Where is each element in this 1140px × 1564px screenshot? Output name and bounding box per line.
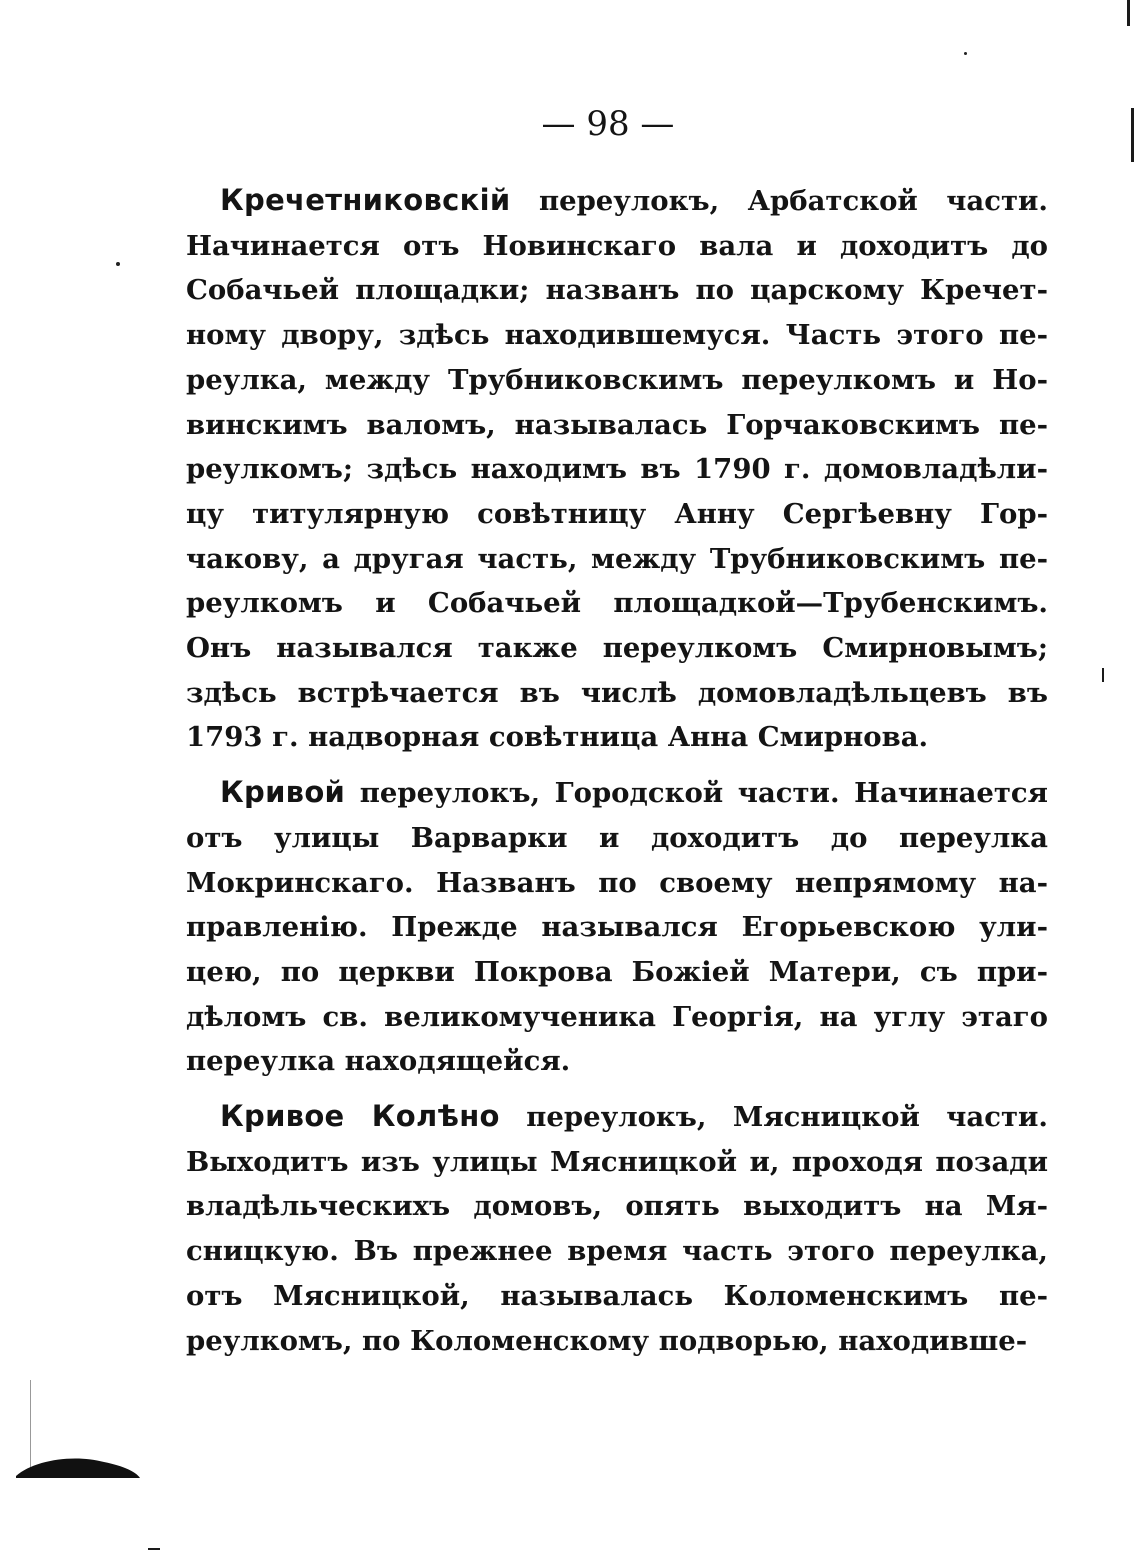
entry-text: переулокъ, Мясницкой части. Выходитъ изъ улицы Мясницкой и, проходя позади владѣльческихъ домовъ, опять выходитъ на Мясницкую. Въ прежнее время часть этого переулка, отъ Мясницкой, называлась Коломенскимъ переулкомъ, по Коломенскому подворью, находивше- xyxy=(186,1101,1049,1357)
entry-headword: Кречетниковскій xyxy=(220,183,511,217)
scan-speck xyxy=(964,52,967,55)
page-number: — 98 — xyxy=(541,104,675,144)
entry-krivoe-koleno xyxy=(186,1094,1048,1363)
scan-speck xyxy=(116,262,120,266)
text-column xyxy=(186,178,1048,1373)
scan-margin-mark xyxy=(1131,108,1134,162)
entry-headword: Кривое Колѣно xyxy=(220,1099,500,1134)
entry-krivoy xyxy=(186,770,1048,1084)
scan-margin-mark xyxy=(1127,0,1130,26)
scan-margin-mark xyxy=(148,1548,160,1550)
entry-text: переулокъ, Городской части. Начинается отъ улицы Варварки и доходитъ до переулка Мокринскаго. Названъ по своему непрямому направленію. Прежде назывался Егорьевскою улицею, по церкви Покрова Божіей Матери, съ придѣломъ св. великомученика Георгія, на углу этаго переулка находящейся. xyxy=(186,777,1048,1078)
scan-margin-mark xyxy=(1102,668,1104,682)
scan-ink-blot xyxy=(14,1452,142,1480)
entry-headword: Кривой xyxy=(220,775,346,810)
entry-text: переулокъ, Арбатской части. Начинается отъ Новинскаго вала и доходитъ до Собачьей площадки; названъ по царскому Кречетному двору, здѣсь находившемуся. Часть этого переулка, между Трубниковскимъ переулкомъ и Новинскимъ валомъ, называлась Горчаковскимъ переулкомъ; здѣсь находимъ въ 1790 г. домовладѣлицу титулярную совѣтницу Анну Сергѣевну Горчакову, а другая часть, между Трубниковскимъ переулкомъ и Собачьей площадкой—Трубенскимъ. Онъ назывался также переулкомъ Смирновымъ; здѣсь встрѣчается въ числѣ домовладѣльцевъ въ 1793 г. надворная совѣтница Анна Смирнова. xyxy=(186,185,1048,754)
entry-krechetnikovsky xyxy=(186,178,1048,760)
